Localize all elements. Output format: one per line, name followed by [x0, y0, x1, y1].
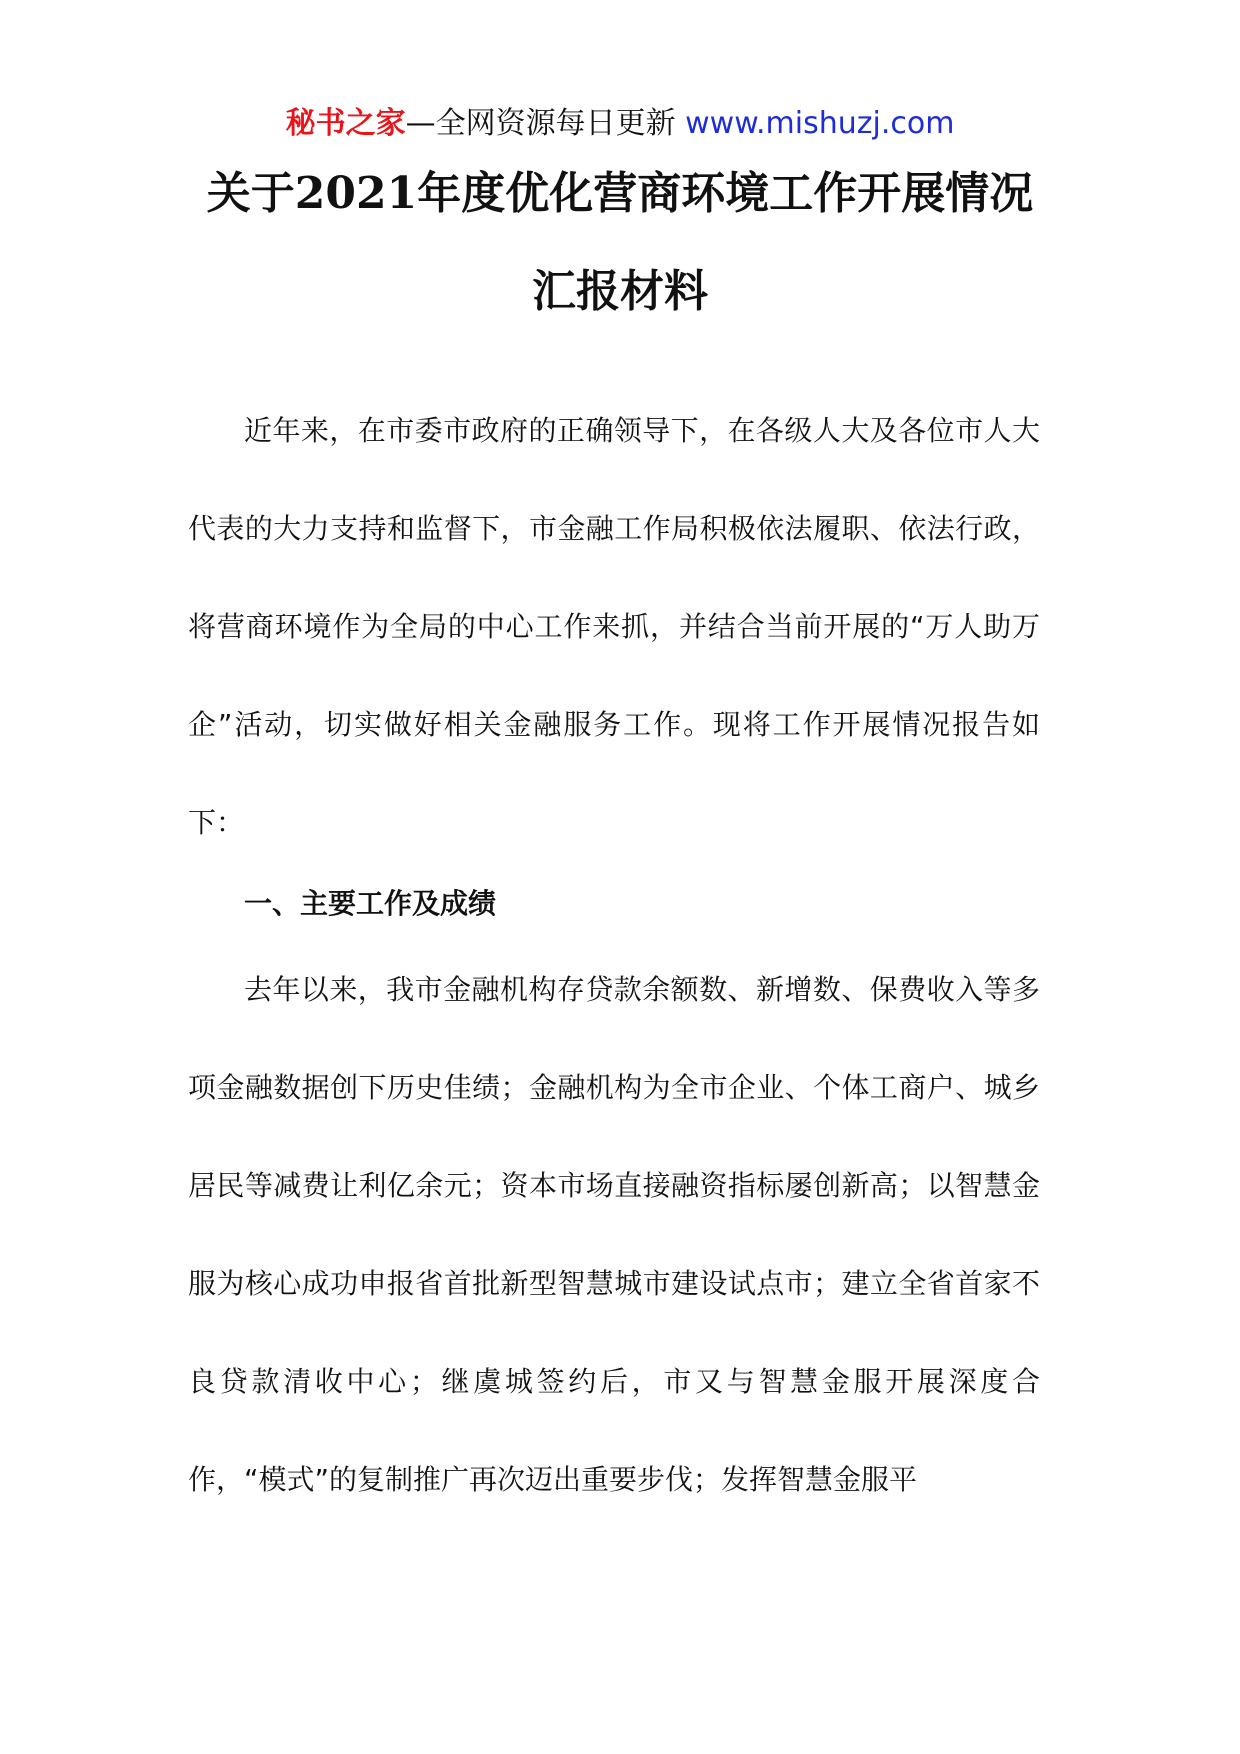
banner-slogan: —全网资源每日更新 [405, 106, 686, 141]
brand-name: 秘书之家 [285, 106, 406, 141]
site-url-link[interactable]: www.mishuzj.com [685, 106, 955, 141]
document-title-line2: 汇报材料 [532, 266, 708, 317]
section-paragraph: 去年以来，我市金融机构存贷款余额数、新增数、保费收入等多项金融数据创下历史佳绩；金融机构为全市企业、个体工商户、城乡居民等减费让利亿余元；资本市场直接融资指标屡创新高；以智慧金服为核心成功申报省首批新型智慧城市建设试点市；建立全省首家不良贷款清收中心；继虞城签约后，市又与智慧金服开展深度合作，“模式”的复制推广再次迈出重要步伐；发挥智慧金服平 [188, 973, 1040, 1496]
intro-paragraph: 近年来，在市委市政府的正确领导下，在各级人大及各位市人大代表的大力支持和监督下，市金融工作局积极依法履职、依法行政，将营商环境作为全局的中心工作来抓，并结合当前开展的“万人助万企”活动，切实做好相关金融服务工作。现将工作开展情况报告如下： [188, 414, 1040, 839]
site-banner [0, 100, 1240, 148]
document-title-line1: 关于2021年度优化营商环境工作开展情况 [206, 168, 1034, 219]
section-heading: 一、主要工作及成绩 [244, 887, 497, 920]
